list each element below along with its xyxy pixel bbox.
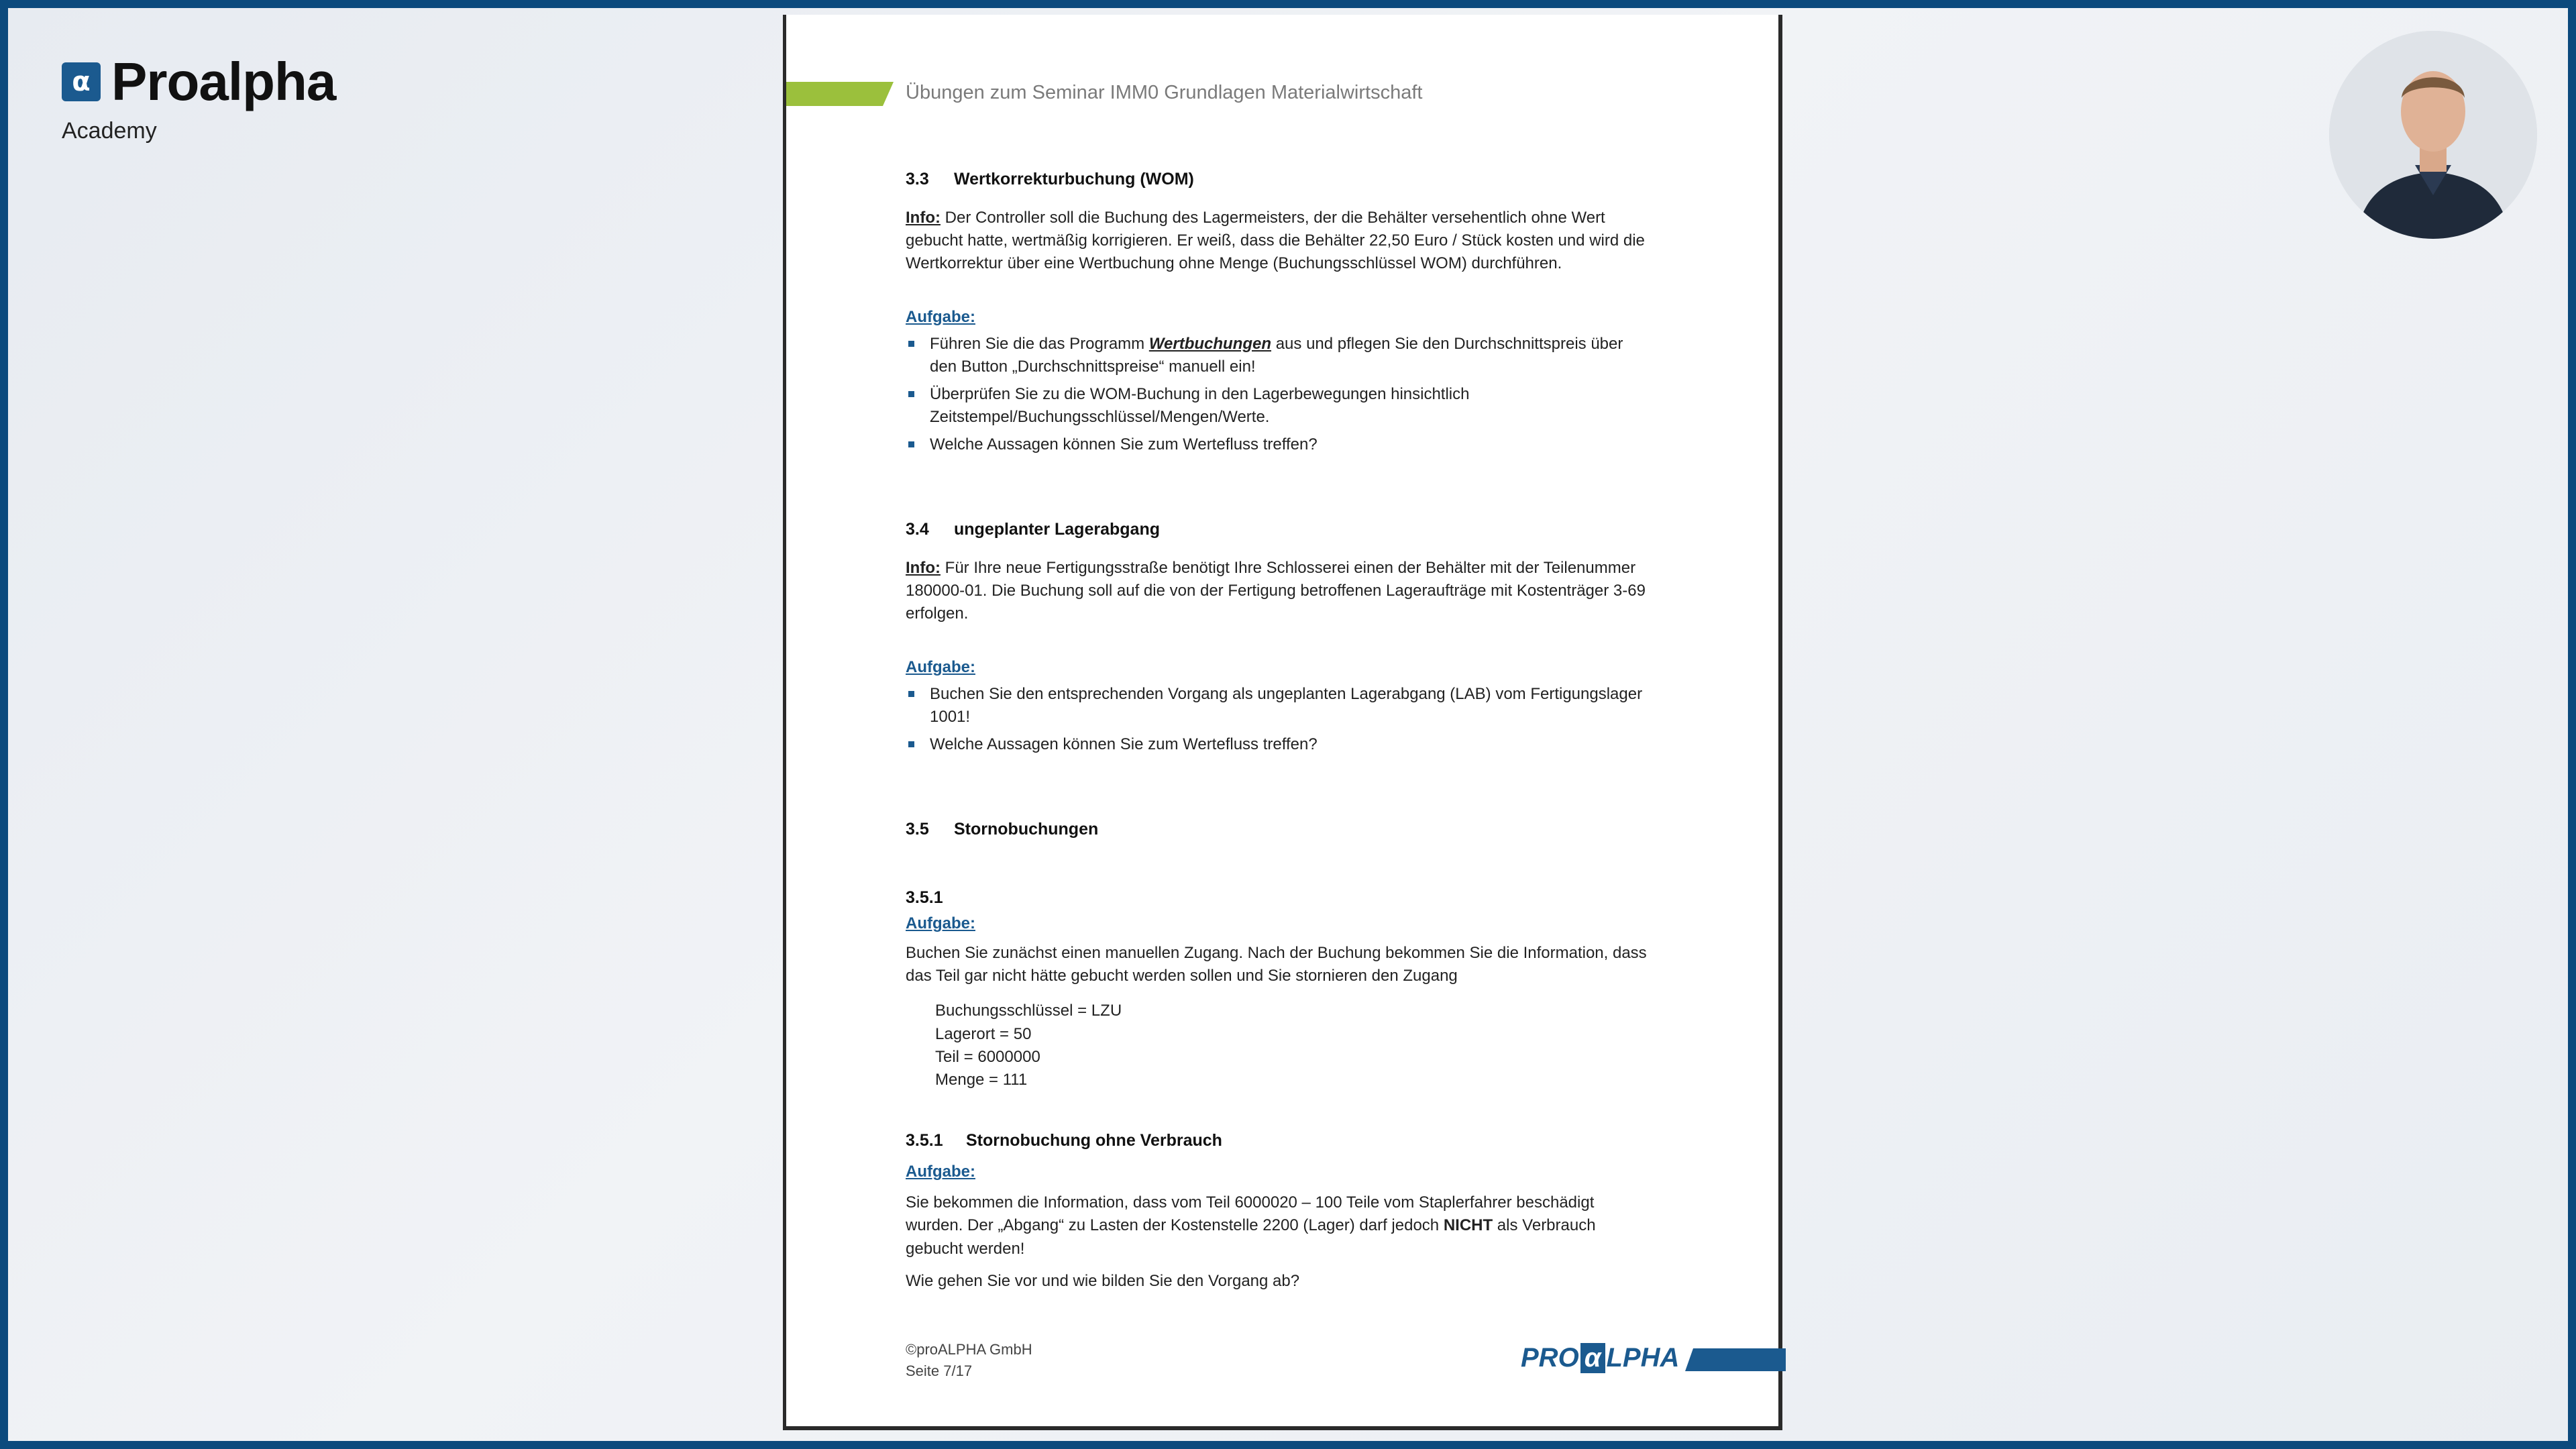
list-item: Welche Aussagen können Sie zum Wertefluss treffen?: [906, 733, 1650, 756]
document-page: [783, 15, 1782, 1430]
section-3-4-info: [906, 557, 1650, 625]
task-text: Buchen Sie zunächst einen manuellen Zugang. Nach der Buchung bekommen Sie die Information, dass das Teil gar nicht hätte gebucht werden sollen und Sie stornieren den Zugang: [906, 944, 1647, 985]
section-number: 3.3: [906, 170, 929, 189]
section-number: 3.5.1: [906, 1130, 943, 1150]
info-label: Info:: [906, 558, 941, 577]
question-text: Wie gehen Sie vor und wie bilden Sie den Vorgang ab?: [906, 1271, 1300, 1290]
brand-name: Proalpha: [111, 52, 336, 111]
document-body: [906, 168, 1650, 1293]
section-3-3-heading: [906, 168, 1650, 192]
section-3-4-heading: [906, 518, 1650, 542]
list-item: Buchen Sie den entsprechenden Vorgang als ungeplanten Lagerabgang (LAB) vom Fertigungslager 1001!: [906, 683, 1650, 729]
document-header: Übungen zum Seminar IMM0 Grundlagen Materialwirtschaft: [906, 82, 1423, 103]
presenter-webcam: [2329, 31, 2537, 239]
section-number: 3.4: [906, 520, 929, 539]
info-text: Der Controller soll die Buchung des Lagermeisters, der die Behälter versehentlich ohne Wert gebucht hatte, wertmäßig korrigieren. Er weiß, dass die Behälter 22,50 Euro / Stück kosten und wird die Wertkorrektur über eine Wertbuchung ohne Menge (Buchungsschlüssel WOM) durchführen.: [906, 208, 1645, 272]
presentation-stage: [8, 8, 2568, 1441]
section-3-3-info: [906, 207, 1650, 275]
header-accent-bar: [786, 82, 894, 106]
aufgabe-label: Aufgabe:: [906, 1163, 975, 1181]
section-title: Stornobuchungen: [954, 820, 1099, 839]
section-title: ungeplanter Lagerabgang: [954, 520, 1160, 539]
section-3-5-1-storno-heading: [906, 1129, 1650, 1153]
document-footer: [906, 1339, 1032, 1382]
program-name: Wertbuchungen: [1148, 334, 1272, 353]
section-3-5-heading: [906, 818, 1650, 842]
section-title: Stornobuchung ohne Verbrauch: [966, 1130, 1222, 1150]
brand-subtitle: Academy: [62, 118, 157, 144]
section-title: Wertkorrekturbuchung (WOM): [954, 170, 1194, 189]
footer-accent-bar: [1685, 1348, 1786, 1371]
parameter-line: Lagerort = 50: [935, 1024, 1032, 1043]
info-label: Info:: [906, 208, 941, 227]
task-list: [906, 683, 1650, 756]
emphasis-nicht: NICHT: [1443, 1216, 1493, 1235]
task-text: Sie bekommen die Information, dass vom Teil 6000020 – 100 Teile vom Staplerfahrer beschädigt wurden. Der „Abgang“ zu Lasten der Kostenstelle 2200 (Lager) darf jedoch NICHT als Verbrauch gebucht werden!: [906, 1193, 1596, 1258]
proalpha-academy-logo: [62, 52, 336, 144]
aufgabe-label: Aufgabe:: [906, 307, 975, 326]
alpha-logo-icon: α: [62, 62, 101, 101]
page-number: Seite 7/17: [906, 1362, 973, 1379]
booking-parameters: [906, 1000, 1650, 1091]
presenter-avatar-icon: [2329, 31, 2537, 239]
info-text: Für Ihre neue Fertigungsstraße benötigt Ihre Schlosserei einen der Behälter mit der Teilenummer 180000-01. Die Buchung soll auf die von der Fertigung betroffenen Lageraufträge mit Kostenträger 3-69 erfolgen.: [906, 558, 1646, 623]
parameter-line: Buchungsschlüssel = LZU: [935, 1002, 1122, 1020]
list-item: Welche Aussagen können Sie zum Wertefluss treffen?: [906, 433, 1650, 456]
aufgabe-label: Aufgabe:: [906, 914, 975, 933]
copyright: ©proALPHA GmbH: [906, 1341, 1032, 1358]
list-item: Führen Sie die das Programm Wertbuchungen aus und pflegen Sie den Durchschnittspreis über den Button „Durchschnittspreise“ manuell ein!: [906, 333, 1650, 378]
list-item: Überprüfen Sie zu die WOM-Buchung in den Lagerbewegungen hinsichtlich Zeitstempel/Buchungsschlüssel/Mengen/Werte.: [906, 383, 1650, 429]
section-number: 3.5: [906, 820, 929, 839]
section-number: 3.5.1: [906, 888, 943, 907]
aufgabe-label: Aufgabe:: [906, 657, 975, 676]
proalpha-footer-logo: PRO α LPHA: [1521, 1343, 1680, 1373]
task-list: [906, 333, 1650, 456]
parameter-line: Teil = 6000000: [935, 1047, 1040, 1066]
parameter-line: Menge = 111: [935, 1070, 1028, 1089]
section-3-5-1-heading: [906, 886, 1650, 910]
